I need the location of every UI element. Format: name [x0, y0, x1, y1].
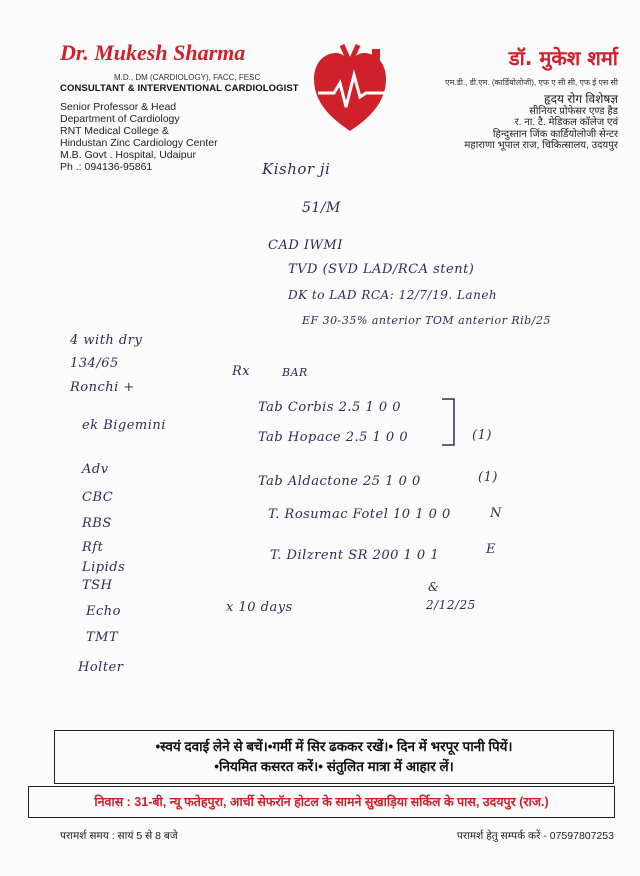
patient-name: Kishor ji: [262, 160, 331, 178]
advice-label: RBS: [82, 516, 112, 531]
med-marker: (1): [478, 470, 498, 485]
info-line: Department of Cardiology: [60, 113, 180, 125]
advice-label: Echo: [86, 604, 121, 619]
signature-mark: &: [428, 580, 440, 594]
history-line: 134/65: [70, 356, 119, 371]
med-marker: N: [490, 506, 502, 521]
info-line-hi: महाराणा भूपाल राज, चिकित्सालय, उदयपुर: [464, 140, 618, 151]
medication-line: T. Dilzrent SR 200 1 0 1: [270, 548, 440, 563]
med-marker: (1): [472, 428, 492, 443]
rx-symbol: Rx: [232, 364, 251, 379]
diagnosis-line: TVD (SVD LAD/RCA stent): [288, 262, 475, 277]
diagnosis-line: DK to LAD RCA: 12/7/19. Laneh: [288, 288, 498, 302]
info-line: Hindustan Zinc Cardiology Center: [60, 137, 218, 149]
diagnosis-line: EF 30-35% anterior TOM anterior Rib/25: [302, 314, 551, 327]
degrees-hi: एम.डी., डी.एम. (कार्डियोलोजी), एफ ए सी सी, एफ ई एस सी: [445, 78, 618, 87]
prescription-date: 2/12/25: [426, 598, 476, 612]
ecg-note: ek Bigemini: [82, 418, 166, 433]
advice-label: Adv: [82, 462, 109, 477]
doctor-name-en: Dr. Mukesh Sharma: [60, 40, 246, 65]
residence-address: निवास : 31-बी, न्यू फतेहपुरा, आर्ची सेफरॉन होटल के सामने सुखाड़िया सर्किल के पास, उदयपुर (राज.): [28, 786, 615, 818]
doctor-info-en: [60, 101, 218, 173]
medication-line: Tab Aldactone 25 1 0 0: [258, 474, 421, 489]
info-line-hi: हृदय रोग विशेषज्ञ: [544, 92, 618, 106]
doctor-info-hi: [464, 94, 618, 152]
advice-symbol: BAR: [282, 366, 308, 379]
medication-bracket-icon: [440, 396, 470, 448]
patient-age-sex: 51/M: [302, 200, 341, 216]
consultation-timing: परामर्श समय : सायं 5 से 8 बजे: [60, 830, 178, 842]
info-line-hi: सीनियर प्रोफेसर एण्ड हैड: [529, 105, 618, 117]
designation-en: CONSULTANT & INTERVENTIONAL CARDIOLOGIST: [60, 83, 299, 94]
advice-label: CBC: [82, 490, 114, 505]
advice-line: •स्वयं दवाई लेने से बचें।•गर्मी में सिर ढककर रखें।• दिन में भरपूर पानी पियें।: [155, 739, 513, 754]
diagnosis-line: CAD IWMI: [268, 238, 343, 253]
info-line-hi: हिन्दुस्तान जिंक कार्डियोलोजी सेन्टर: [492, 128, 618, 140]
degrees-en: M.D., DM (CARDIOLOGY), FACC, FESC: [114, 73, 261, 82]
advice-label: Rft: [82, 540, 104, 555]
medication-line: T. Rosumac Fotel 10 1 0 0: [268, 507, 451, 522]
info-line: M.B. Govt . Hospital, Udaipur: [60, 149, 196, 161]
med-marker: E: [486, 542, 496, 557]
info-line-hi: र. ना. टै. मेडिकल कॉलेज एवं: [514, 117, 618, 128]
advice-line: •नियमित कसरत करें।• संतुलित मात्रा में आहार लें।: [214, 759, 454, 774]
advice-label: Holter: [78, 660, 124, 675]
medication-line: Tab Corbis 2.5 1 0 0: [258, 400, 402, 415]
info-line: RNT Medical College &: [60, 125, 169, 137]
heart-logo-icon: [304, 43, 396, 135]
advice-label: Lipids: [82, 560, 126, 575]
history-line: Ronchi +: [70, 380, 135, 395]
info-line: Ph .: 094136-95861: [60, 161, 153, 173]
follow-up-note: x 10 days: [226, 600, 293, 615]
advice-label: TSH: [82, 578, 113, 593]
contact-number: परामर्श हेतु सम्पर्क करें - 07597807253: [456, 830, 614, 842]
info-line: Senior Professor & Head: [60, 101, 177, 113]
advice-label: TMT: [86, 630, 119, 645]
medication-line: Tab Hopace 2.5 1 0 0: [258, 430, 409, 445]
doctor-name-hi: डॉ. मुकेश शर्मा: [508, 46, 618, 70]
health-advice-box: [54, 730, 614, 784]
history-line: 4 with dry: [70, 333, 143, 348]
